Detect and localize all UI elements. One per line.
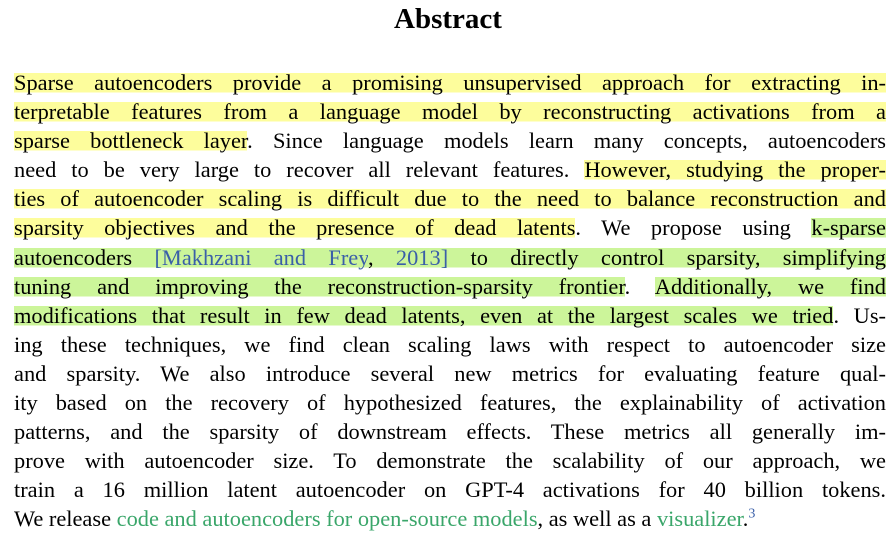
highlighted-text-yellow: terpretable features from a language model by reconstructing activations from a xyxy=(14,99,886,125)
abstract-line xyxy=(14,359,886,388)
highlighted-text-green: Additionally, we find xyxy=(654,273,886,299)
abstract-line xyxy=(14,213,886,242)
highlighted-text-yellow: sparsity objectives and the presence of dead latents xyxy=(14,215,576,241)
abstract-line xyxy=(14,301,886,330)
highlighted-text-green: tuning and improving the reconstruction-sparsity frontier xyxy=(14,273,625,299)
text-segment: We release xyxy=(14,506,117,532)
abstract-line xyxy=(14,475,886,504)
text-segment: . xyxy=(624,273,655,299)
highlighted-text-yellow: However, studying the proper- xyxy=(584,157,886,183)
text-segment: patterns, and the sparsity of downstream effects. These metrics all generally im- xyxy=(14,419,886,445)
abstract-line xyxy=(14,184,886,213)
abstract-line xyxy=(14,272,886,301)
abstract-line xyxy=(14,243,886,272)
footnote-marker[interactable]: 3 xyxy=(748,506,756,522)
abstract-line xyxy=(14,504,886,533)
text-segment: prove with autoencoder size. To demonstrate the scalability of our approach, we xyxy=(14,448,886,474)
abstract-line xyxy=(14,97,886,126)
abstract-line xyxy=(14,417,886,446)
citation-link[interactable]: 2013 xyxy=(395,244,441,270)
abstract-line xyxy=(14,155,886,184)
text-segment: train a 16 million latent autoencoder on GPT-4 activations for 40 billion tokens. xyxy=(14,477,886,503)
text-segment: need to be very large to recover all relevant features. xyxy=(14,157,585,183)
abstract-line xyxy=(14,330,886,359)
highlighted-text-green: autoencoders xyxy=(14,244,155,270)
text-segment: . xyxy=(742,506,749,532)
abstract-title: Abstract xyxy=(394,3,502,35)
text-segment: . We propose using xyxy=(575,215,812,241)
text-segment: and sparsity. We also introduce several new metrics for evaluating feature qual- xyxy=(14,360,886,386)
link-text[interactable]: code and autoencoders for open-source models xyxy=(116,506,538,532)
abstract-line xyxy=(14,126,886,155)
link-text[interactable]: visualizer xyxy=(656,506,743,532)
highlighted-text-yellow: sparse bottleneck layer xyxy=(14,128,248,154)
text-segment: ity based on the recovery of hypothesized features, the explainability of activation xyxy=(14,390,886,416)
highlighted-text-green: k-sparse xyxy=(811,215,886,241)
highlighted-text-yellow: ties of autoencoder scaling is difficult due to the need to balance reconstruction and xyxy=(14,186,886,212)
text-segment: , as well as a xyxy=(537,506,657,532)
text-segment: ing these techniques, we find clean scaling laws with respect to autoencoder size xyxy=(14,331,886,357)
text-segment: . Since language models learn many concepts, autoencoders xyxy=(247,128,887,154)
text-segment: . Us- xyxy=(833,302,886,328)
highlighted-text-green: to directly control sparsity, simplifying xyxy=(448,244,886,270)
highlighted-text-green: modifications that result in few dead latents, even at the largest scales we tried xyxy=(14,302,834,328)
abstract-line xyxy=(14,68,886,97)
citation-link[interactable]: [ xyxy=(154,244,162,270)
citation-link[interactable]: Makhzani and Frey xyxy=(161,244,368,270)
abstract-line xyxy=(14,446,886,475)
abstract-body xyxy=(14,68,886,534)
abstract-line xyxy=(14,388,886,417)
highlighted-text-yellow: Sparse autoencoders provide a promising unsupervised approach for extracting in- xyxy=(14,70,886,95)
highlighted-text-green: , xyxy=(367,244,396,270)
citation-link[interactable]: ] xyxy=(440,244,449,270)
